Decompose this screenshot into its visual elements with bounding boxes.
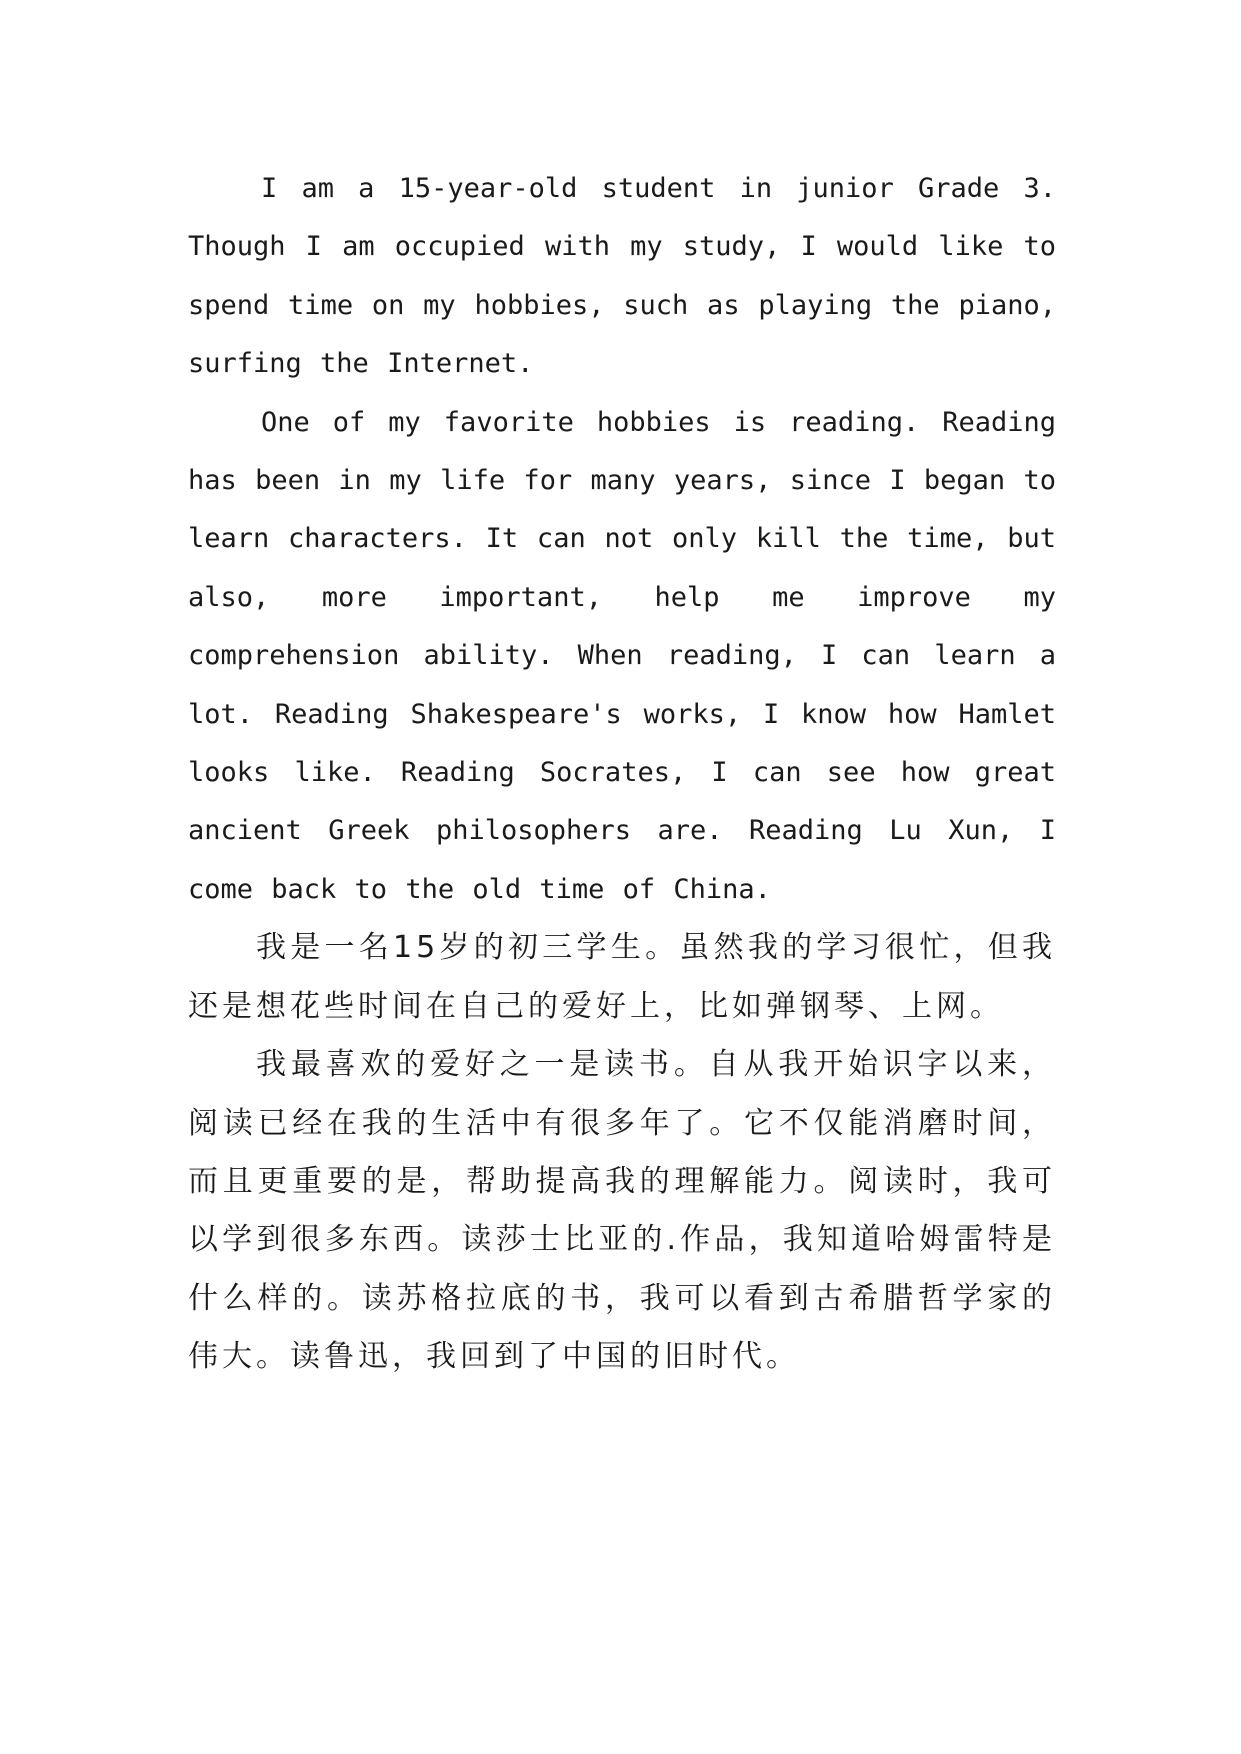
paragraph-chinese-2: 我最喜欢的爱好之一是读书。自从我开始识字以来，阅读已经在我的生活中有很多年了。它不仅能消磨时间，而且更重要的是，帮助提高我的理解能力。阅读时，我可以学到很多东西。读莎士比亚的.作品，我知道哈姆雷特是什么样的。读苏格拉底的书，我可以看到古希腊哲学家的伟大。读鲁迅，我回到了中国的旧时代。 bbox=[188, 1047, 1056, 1375]
paragraph-english-2: One of my favorite hobbies is reading. Reading has been in my life for many years, since I began to learn characters. It can not only kill the time, but also, more important, help me improve my comprehension ability. When reading, I can learn a lot. Reading Shakespeare's works, I know how Hamlet looks like. Reading Socrates, I can see how great ancient Greek philosophers are. Reading Lu Xun, I come back to the old time of China. bbox=[188, 406, 1056, 905]
document-page bbox=[188, 160, 1056, 1387]
paragraph-chinese-1: 我是一名15岁的初三学生。虽然我的学习很忙，但我还是想花些时间在自己的爱好上，比如弹钢琴、上网。 bbox=[188, 930, 1056, 1024]
paragraph-english-1: I am a 15-year-old student in junior Grade 3. Though I am occupied with my study, I would like to spend time on my hobbies, such as playing the piano, surfing the Internet. bbox=[188, 173, 1056, 380]
